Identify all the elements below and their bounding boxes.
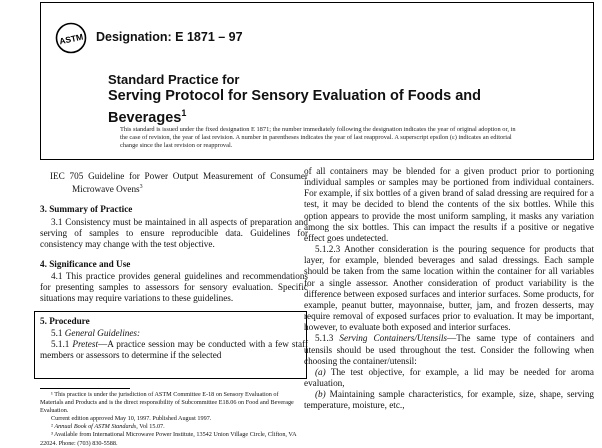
item-b-text: Maintaining sample characteristics, for example, size, shape, serving temperature, moisture, etc., <box>304 389 595 411</box>
s513-title: Serving Containers/Utensils <box>339 333 448 344</box>
right-column <box>304 166 594 411</box>
title-line-2: Serving Protocol for Sensory Evaluation of Foods and <box>108 88 482 104</box>
svg-text:ASTM: ASTM <box>58 31 85 47</box>
section-3-text: 3.1 Consistency must be maintained in all aspects of preparation and serving of samples to ensure reproducible data. Guidelines for consistency may change with the test objective. <box>40 216 308 249</box>
referenced-document <box>40 171 308 195</box>
footnote-divider <box>40 388 130 389</box>
s51-title: General Guidelines: <box>64 327 141 338</box>
fn2-post: , Vol 15.07. <box>136 423 165 431</box>
ref-line-2: Consumer Microwave Ovens <box>72 171 308 195</box>
paragraph-5-1-2-3: 5.1.2.3 Another consideration is the pouring sequence for products that layer, for example, blended beverages and salad dressings. Each sample should be taken from the same location within the container for all variables for a single assessor. Another consideration of product variability is the difference between exposed surfaces and interior surfaces. Some products, for example, peanut butter, mayonnaise, butter, jam, and frozen desserts, may require removal of exposed surfaces prior to evaluation. It may be important, however, to evaluate both exposed and interior surfaces. <box>304 244 594 333</box>
ref-line-1: IEC 705 Guideline for Power Output Measurement of <box>50 171 266 181</box>
title-line-3 <box>108 105 568 127</box>
footnotes <box>40 391 302 448</box>
s513-text: —The same type of containers and utensils should be used throughout the test. Consider the following when choosing the container/utensil: <box>304 333 595 366</box>
fn2-title: Annual Book of ASTM Standards <box>54 423 137 431</box>
designation: Designation: E 1871 – 97 <box>96 30 243 44</box>
section-5-1 <box>40 328 308 339</box>
item-b-label: (b) <box>315 389 326 400</box>
s511-title: Pretest <box>72 338 99 349</box>
left-column <box>40 171 308 361</box>
document-title <box>108 72 568 127</box>
section-4-text: 4.1 This practice provides general guidelines and recommendations for presenting samples to assessors for sensory evaluation. Specific situations may require variations to these guidelines. <box>40 271 308 304</box>
paragraph-5-1-2-2-cont: of all containers may be blended for a given product prior to portioning individual samples or samples may be portioned from individual containers. For example, if six bottles of a given brand of salad dressing are required for a test, it may be decided to blend the contents of the six bottles. While this option appears to provide the most uniform sampling, it masks any variation among the six bottles. This can impact the results if a positive or negative effect goes undetected. <box>304 166 594 243</box>
title-line-1: Standard Practice for <box>108 72 240 87</box>
footnote-1: ¹ This practice is under the jurisdiction of ASTM Committee E-18 on Sensory Evaluation of Materials and Products and is the direct responsibility of Subcommittee E18.06 on Food and Beverage Evaluation. <box>40 391 294 415</box>
s511-num: 5.1.1 <box>51 338 70 349</box>
astm-logo-icon <box>55 22 87 54</box>
section-5-1-1 <box>40 339 308 361</box>
ref-footnote-mark: 3 <box>139 184 143 191</box>
list-item-b <box>304 389 594 411</box>
item-a-text: The test objective, for example, a lid may be needed for aroma evaluation, <box>304 366 594 388</box>
fn2-pre: ² <box>51 423 55 431</box>
s51-num: 5.1 <box>51 327 63 338</box>
list-item-a <box>304 367 594 389</box>
s511-text: —A practice session may be conducted with a few staff members or assessors to determine if the selected <box>40 338 308 361</box>
section-5-heading: 5. Procedure <box>40 315 90 326</box>
footnote-1-approval: Current edition approved May 10, 1997. Published August 1997. <box>51 415 212 423</box>
s513-num: 5.1.3 <box>315 333 334 344</box>
item-a-label: (a) <box>315 366 326 377</box>
paragraph-5-1-3 <box>304 333 594 366</box>
title-line-3-text: Beverages <box>108 109 182 126</box>
issue-note: This standard is issued under the fixed designation E 1871; the number immediately following the designation indicates the year of original adoption or, in the case of revision, the year of last revision. A number in parentheses indicates the year of last reapproval. A superscript epsilon (ε) indicates an editorial change since the last revision or reapproval. <box>120 126 516 150</box>
footnote-3: ³ Available from International Microwave Power Institute, 13542 Union Village Circle, Clifton, VA 22024. Phone: (703) 830-5588. <box>40 431 297 447</box>
footnote-2 <box>40 423 302 431</box>
section-3-heading: 3. Summary of Practice <box>40 204 133 215</box>
title-footnote-mark: 1 <box>181 108 187 118</box>
section-4-heading: 4. Significance and Use <box>40 259 131 269</box>
